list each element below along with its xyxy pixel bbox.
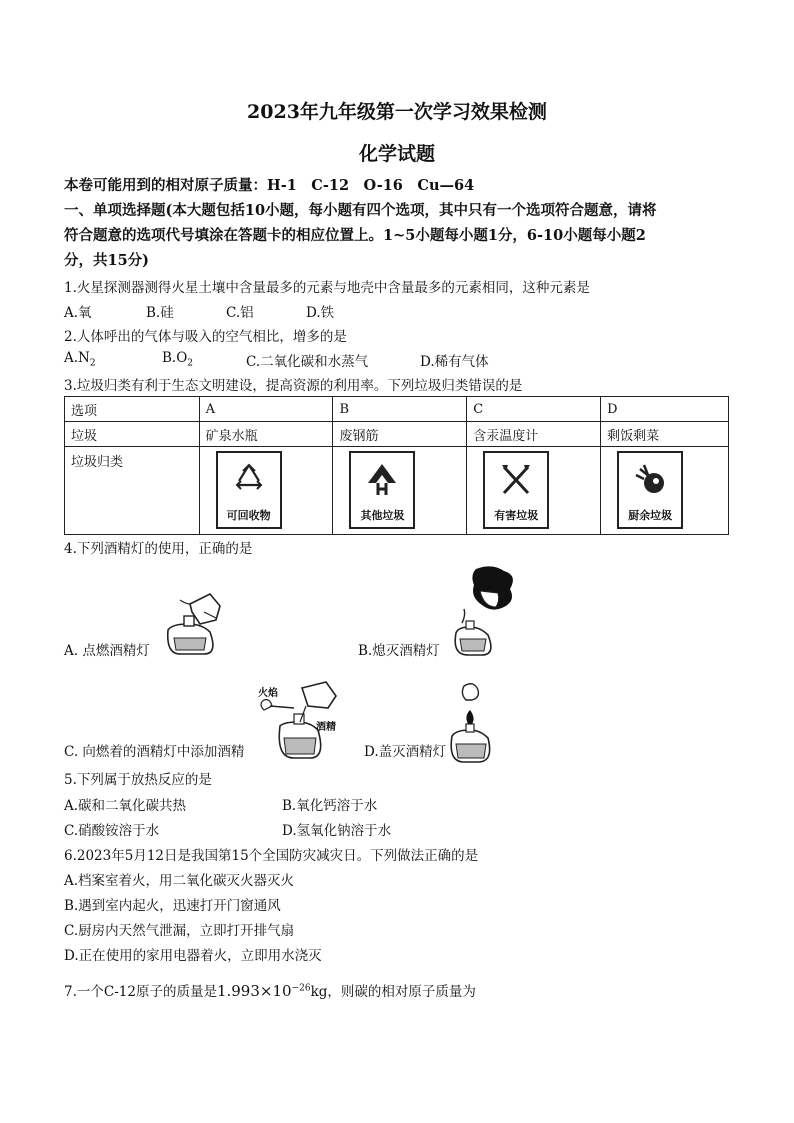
q4-stem: 4.下列酒精灯的使用，正确的是 <box>64 541 253 557</box>
q4-option-a: A. 点燃酒精灯 <box>64 643 150 659</box>
table-cell: 剩饭剩菜 <box>601 422 729 447</box>
lamp-blowing-figure <box>440 563 522 659</box>
q1-option-d: D.铁 <box>306 305 335 321</box>
table-cell: 含汞温度计 <box>467 422 601 447</box>
hazardous-waste-icon <box>496 461 536 497</box>
q3-stem: 3.垃圾归类有利于生态文明建设，提高资源的利用率。下列垃圾归类错误的是 <box>64 378 523 394</box>
q5-stem: 5.下列属于放热反应的是 <box>64 772 212 788</box>
q7-stem: 7.一个C-12原子的质量是$1.993\times 10^{-26}kg$，则碳的相对原子质量为 <box>64 982 476 1000</box>
table-cell: 选项 <box>65 397 200 422</box>
q2-option-b: $B.O_2$ <box>162 350 194 369</box>
q5-option-b: B.氧化钙溶于水 <box>282 798 378 814</box>
flame-label: 火焰 <box>258 688 278 699</box>
q1-option-c: C.铝 <box>226 305 254 321</box>
table-cell: 矿泉水瓶 <box>199 422 333 447</box>
q5-option-d: D.氢氧化钠溶于水 <box>282 823 392 839</box>
page-title: 2023年九年级第一次学习效果检测 <box>247 101 547 123</box>
q2-option-d: D.稀有气体 <box>420 354 489 370</box>
table-cell <box>199 447 333 535</box>
q4-option-d: D.盖灭酒精灯 <box>364 744 447 760</box>
table-cell <box>601 447 729 535</box>
table-row <box>65 447 729 535</box>
page-subtitle: 化学试题 <box>358 143 435 165</box>
table-cell: D <box>601 397 729 422</box>
q6-stem: 6.2023年5月12日是我国第15个全国防灾减灾日。下列做法正确的是 <box>64 848 479 864</box>
q2-stem: 2.人体呼出的气体与吸入的空气相比，增多的是 <box>64 329 347 345</box>
table-cell <box>333 447 467 535</box>
table-cell: 废钢筋 <box>333 422 467 447</box>
q6-option-b: B.遇到室内起火，迅速打开门窗通风 <box>64 898 281 914</box>
section-heading-line3: 分，共15分) <box>64 252 150 269</box>
kitchen-waste-icon <box>630 461 670 497</box>
garbage-table <box>64 396 729 535</box>
table-cell <box>467 447 601 535</box>
q6-option-a: A.档案室着火，用二氧化碳灭火器灭火 <box>64 873 295 889</box>
alcohol-label: 酒精 <box>316 722 336 733</box>
atomic-mass-note: 本卷可能用到的相对原子质量：H-1 C-12 O-16 Cu—64 <box>64 177 475 194</box>
table-cell: A <box>199 397 333 422</box>
q1-option-b: B.硅 <box>146 305 174 321</box>
q1-option-a: A.氧 <box>64 305 92 321</box>
q4-option-c: C. 向燃着的酒精灯中添加酒精 <box>64 744 245 760</box>
section-heading-line1: 一、单项选择题(本大题包括10小题，每小题有四个选项，其中只有一个选项符合题意，请将 <box>64 202 657 219</box>
table-cell: 垃圾归类 <box>65 447 200 535</box>
q6-option-d: D.正在使用的家用电器着火，立即用水浇灭 <box>64 948 322 964</box>
q5-option-a: A.碳和二氧化碳共热 <box>64 798 187 814</box>
q4-option-b: B.熄灭酒精灯 <box>358 643 440 659</box>
other-waste-bin-sign: 其他垃圾 <box>349 451 415 529</box>
table-row <box>65 397 729 422</box>
q6-option-c: C.厨房内天然气泄漏，立即打开排气扇 <box>64 923 295 939</box>
recyclable-bin-sign: 可回收物 <box>216 451 282 529</box>
q5-option-c: C.硝酸铵溶于水 <box>64 823 160 839</box>
kitchen-waste-bin-sign: 厨余垃圾 <box>617 451 683 529</box>
q1-stem: 1.火星探测器测得火星土壤中含量最多的元素与地壳中含量最多的元素相同，这种元素是 <box>64 280 590 296</box>
q2-option-c: C.二氧化碳和水蒸气 <box>246 354 369 370</box>
table-cell: B <box>333 397 467 422</box>
recycle-icon <box>229 461 269 497</box>
table-row <box>65 422 729 447</box>
table-cell: C <box>467 397 601 422</box>
lamp-lighting-figure <box>160 590 226 658</box>
other-waste-icon <box>362 461 402 497</box>
hazardous-waste-bin-sign: 有害垃圾 <box>483 451 549 529</box>
table-cell: 垃圾 <box>65 422 200 447</box>
section-heading-line2: 符合题意的选项代号填涂在答题卡的相应位置上。1~5小题每小题1分，6-10小题每小题2 <box>64 227 646 244</box>
lamp-capping-figure <box>446 682 496 764</box>
q2-option-a: $A.N_2$ <box>64 350 96 369</box>
